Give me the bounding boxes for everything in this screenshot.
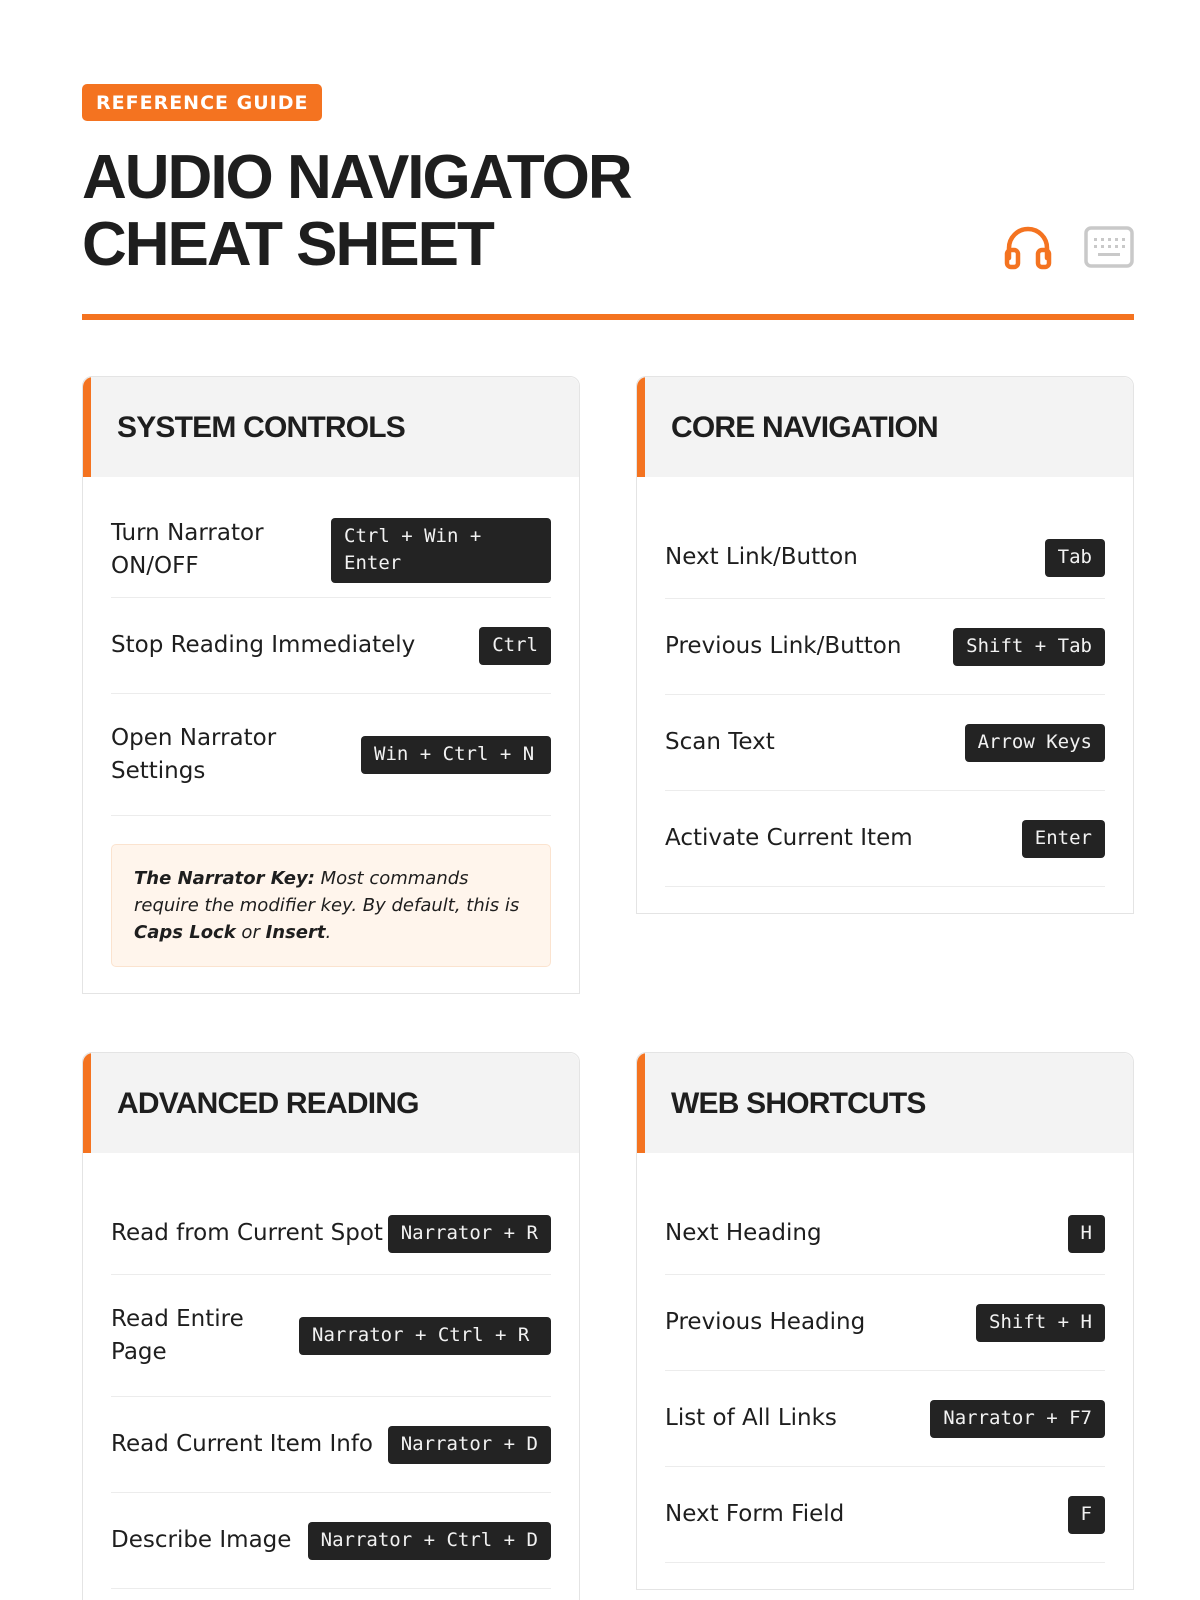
header-icons bbox=[1004, 224, 1134, 270]
shortcut-row bbox=[111, 598, 551, 694]
shortcut-label: Open Narrator Settings bbox=[111, 724, 277, 784]
shortcut-keys: Tab bbox=[1045, 539, 1105, 577]
card-title: WEB SHORTCUTS bbox=[671, 1087, 926, 1120]
shortcut-keys: Ctrl bbox=[479, 627, 551, 665]
shortcut-row bbox=[665, 791, 1105, 887]
shortcut-label: Next Link/Button bbox=[665, 544, 858, 570]
shortcut-label: List of All Links bbox=[665, 1405, 837, 1431]
shortcut-label: Read Entire Page bbox=[111, 1305, 244, 1365]
shortcut-label: Activate Current Item bbox=[665, 825, 913, 851]
shortcut-row bbox=[665, 1179, 1105, 1275]
shortcut-keys: Enter bbox=[1022, 820, 1105, 858]
web-shortcuts-card bbox=[636, 1052, 1134, 1590]
shortcut-label: Next Form Field bbox=[665, 1501, 845, 1527]
narrator-key-note bbox=[111, 844, 551, 967]
shortcut-keys: Ctrl + Win + Enter bbox=[331, 518, 551, 583]
shortcut-keys: Win + Ctrl + N bbox=[361, 736, 551, 774]
note-key-insert: Insert bbox=[265, 922, 326, 943]
card-title: ADVANCED READING bbox=[117, 1087, 419, 1120]
note-text: . bbox=[325, 922, 332, 943]
shortcut-keys: Arrow Keys bbox=[965, 724, 1105, 762]
reference-guide-badge: REFERENCE GUIDE bbox=[82, 84, 322, 121]
system-controls-card bbox=[82, 376, 580, 994]
shortcut-label: Next Heading bbox=[665, 1220, 822, 1246]
shortcut-keys: Shift + Tab bbox=[953, 628, 1105, 666]
advanced-reading-card bbox=[82, 1052, 580, 1600]
shortcut-row bbox=[111, 1179, 551, 1275]
note-lead: The Narrator Key: bbox=[134, 868, 315, 889]
shortcut-row bbox=[665, 1275, 1105, 1371]
shortcut-label: Scan Text bbox=[665, 729, 775, 755]
shortcut-keys: Narrator + D bbox=[388, 1426, 551, 1464]
page-title: AUDIO NAVIGATOR CHEAT SHEET bbox=[82, 143, 631, 279]
shortcut-label: Read from Current Spot bbox=[111, 1220, 383, 1246]
note-text: or bbox=[235, 922, 266, 943]
shortcut-label: Turn Narrator ON/OFF bbox=[111, 520, 264, 579]
shortcut-keys: H bbox=[1068, 1215, 1105, 1253]
shortcut-row bbox=[111, 694, 551, 816]
shortcut-keys: Narrator + Ctrl + D bbox=[308, 1522, 551, 1560]
headphones-icon bbox=[1004, 224, 1052, 270]
card-title: SYSTEM CONTROLS bbox=[117, 411, 406, 444]
shortcut-row bbox=[665, 1467, 1105, 1563]
shortcut-keys: Narrator + R bbox=[388, 1215, 551, 1253]
shortcut-row bbox=[111, 1275, 551, 1397]
shortcut-row bbox=[665, 1371, 1105, 1467]
card-header bbox=[637, 1053, 1133, 1153]
shortcut-keys: Narrator + Ctrl + R bbox=[299, 1317, 551, 1355]
card-title: CORE NAVIGATION bbox=[671, 411, 938, 444]
header-divider bbox=[82, 314, 1134, 320]
shortcut-row bbox=[111, 1493, 551, 1589]
note-key-caps-lock: Caps Lock bbox=[134, 922, 236, 943]
note-text: Most commands require the modifier key. By default, this is bbox=[134, 868, 520, 916]
shortcut-label: Stop Reading Immediately bbox=[111, 632, 416, 658]
shortcut-label: Previous Heading bbox=[665, 1309, 866, 1335]
shortcut-row bbox=[111, 1397, 551, 1493]
shortcut-label: Describe Image bbox=[111, 1527, 292, 1553]
shortcut-row bbox=[665, 503, 1105, 599]
keyboard-icon bbox=[1084, 226, 1134, 268]
shortcut-keys: F bbox=[1068, 1496, 1105, 1534]
shortcut-row bbox=[665, 695, 1105, 791]
shortcut-row bbox=[665, 599, 1105, 695]
shortcut-label: Previous Link/Button bbox=[665, 633, 902, 659]
card-header bbox=[637, 377, 1133, 477]
shortcut-label: Read Current Item Info bbox=[111, 1431, 373, 1457]
shortcut-keys: Narrator + F7 bbox=[930, 1400, 1105, 1438]
card-header bbox=[83, 377, 579, 477]
core-navigation-card bbox=[636, 376, 1134, 914]
shortcut-row bbox=[111, 503, 551, 598]
shortcut-keys: Shift + H bbox=[976, 1304, 1105, 1342]
card-header bbox=[83, 1053, 579, 1153]
cheat-sheet-page bbox=[82, 84, 1134, 1553]
